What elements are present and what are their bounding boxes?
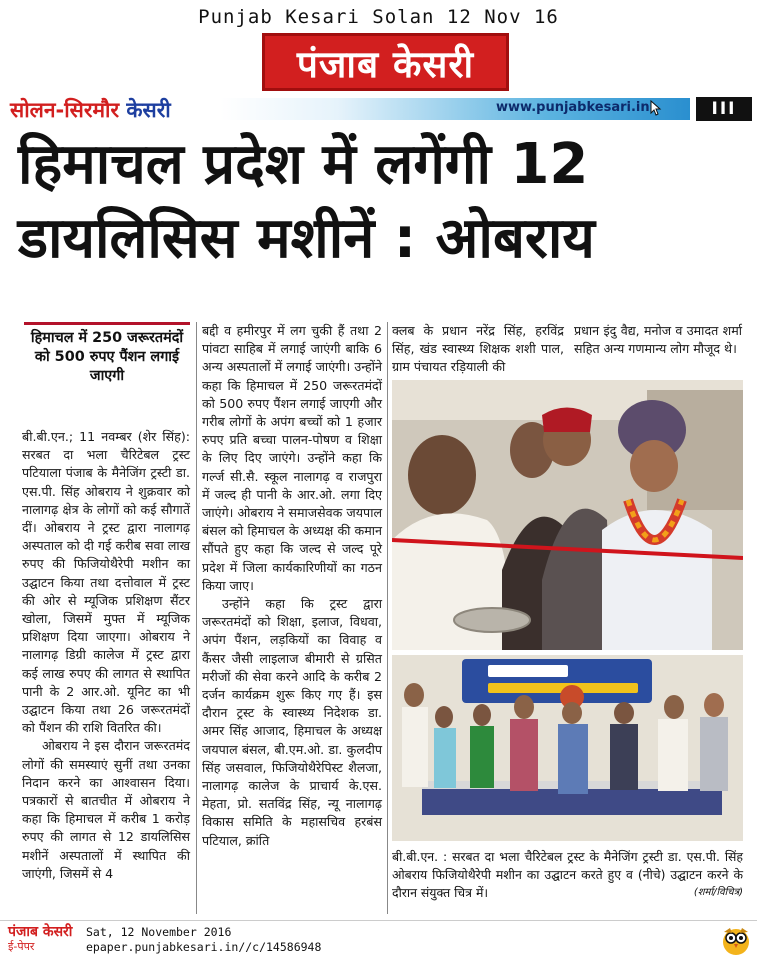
owl-icon [720, 924, 752, 956]
page-number: III [696, 97, 752, 121]
group-photo [392, 655, 743, 841]
photo-caption [392, 848, 743, 902]
headline-line-1: हिमाचल प्रदेश में लगेंगी 12 [18, 132, 589, 197]
article-column-3 [392, 322, 564, 377]
footer-logo[interactable] [8, 924, 80, 954]
photo-credit: (शर्मा/विचित्र) [693, 887, 743, 898]
article-paragraph: प्रधान इंदु वैद्य, मनोज व उमादत शर्मा सहित अन्य गणमान्य लोग मौजूद थे। [574, 323, 742, 357]
article-column-4 [574, 322, 742, 358]
footer-logo-subtitle: ई-पेपर [8, 940, 35, 953]
footer-url[interactable]: epaper.punjabkesari.in//c/14586948 [86, 940, 322, 954]
section-band [0, 96, 757, 126]
section-name-part1: सोलन-सिरमौर [10, 98, 127, 122]
footer-divider [0, 920, 757, 921]
newspaper-masthead [262, 33, 509, 91]
inauguration-photo-illustration [392, 380, 743, 650]
article-column-2 [202, 322, 382, 850]
website-link[interactable]: www.punjabkesari.in [496, 100, 650, 115]
inauguration-photo [392, 380, 743, 650]
masthead-title: पंजाब केसरी [296, 42, 475, 86]
photo-caption-text: बी.बी.एन. : सरबत दा भला चैरिटेबल ट्रस्ट के मैनेजिंग ट्रस्टी डा. एस.पी. सिंह ओबराय फिजियोथैरेपी मशीन का उद्घाटन करते हुए व (नीचे) उद्घाटन करने के दौरान संयुक्त चित्र में। [392, 849, 743, 900]
subheadline: हिमाचल में 250 जरूरतमंदों को 500 रुपए पैंशन लगाई जाएगी [24, 322, 190, 386]
headline-line-2: डायलिसिस मशीनें : ओबराय [18, 206, 595, 271]
article-paragraph: बद्दी व हमीरपुर में लग चुकी हैं तथा 2 पांवटा साहिब में लगाई जाएंगी बाकि 6 अन्य अस्पतालों में लगाई जाएंगी। उन्होंने कहा कि हिमाचल में 250 जरूरतमंदों को 500 रुपए पैंशन लगाई जाएगी और गरीब लोगों के अपंग बच्चों को 1 हजार रुपए प्रति बच्चा पालन-पोषण व शिक्षा के लिए दिए जाएंगे। उन्होंने कहा कि गर्ल्ज सी.सै. स्कूल नालागढ़ व राजपुरा में जल्द ही पानी के आर.ओ. लगा दिए जाएंगे। ओबराय ने समाजसेवक जयपाल बंसल को हिमाचल के अध्यक्ष की कमान सौंपते हुए कहा कि जल्द से जल्द पूरे प्रदेश में जिला कार्यकारिणीयों का गठन किया जाए। [202, 323, 382, 593]
article-paragraph: क्लब के प्रधान नरेंद्र सिंह, हरविंद्र सिंह, खंड स्वास्थ्य शिक्षक शशी पाल, ग्राम पंचायत रड़ियाली की [392, 323, 564, 375]
article-paragraph: ओबराय ने इस दौरान जरूरतमंद लोगों की समस्याएं सुनीं तथा उनका निदान करने का आश्वासन दिया। पत्रकारों से बातचीत में ओबराय ने कहा कि हिमाचल में करीब 1 करोड़ रुपए की लागत से 12 डायलिसिस मशीनें अस्पतालों में स्थापित की जाएंगी, जिसमें से 4 [22, 738, 190, 881]
column-divider [387, 322, 388, 914]
footer-info [86, 925, 321, 955]
group-photo-illustration [392, 655, 743, 841]
cursor-icon [650, 100, 662, 116]
footer-date: Sat, 12 November 2016 [86, 925, 232, 939]
footer-logo-title: पंजाब केसरी [8, 924, 73, 940]
section-name-part2: केसरी [126, 98, 171, 122]
article-paragraph: बी.बी.एन.; 11 नवम्बर (शेर सिंह): सरबत दा भला चैरिटेबल ट्रस्ट पटियाला पंजाब के मैनेजिंग ट्रस्टी डा. एस.पी. सिंह ओबराय ने शुक्रवार को नालागढ़ क्षेत्र के लोगों को कई सौगातें दीं। ओबराय ने ट्रस्ट द्वारा नालागढ़ अस्पताल को दी गई करीब सवा लाख रुपए की फिजियोथैरेपी मशीन का उद्घाटन किया तथा दत्तोवाल में ट्रस्ट की ओर से म्यूजिक प्रशिक्षण सैंटर खोला, जिसमें मुफ्त में म्यूजिक प्रशिक्षण दिया जाएगा। ओबराय ने नालागढ़ डिग्री कालेज में ट्रस्ट द्वारा कई लाख रुपए की लागत से स्थापित पानी के 2 आर.ओ. यूनिट का भी उद्घाटन किया तथा 26 जरूरतमंदों को पैंशन की राशि वितरित की। [22, 429, 190, 736]
section-name [10, 96, 171, 124]
photo-area [392, 380, 743, 842]
column-divider [196, 322, 197, 914]
headline [18, 128, 743, 276]
clipping-caption: Punjab Kesari Solan 12 Nov 16 [198, 6, 559, 28]
article-column-1 [22, 428, 190, 883]
article-paragraph: उन्होंने कहा कि ट्रस्ट द्वारा जरूरतमंदों को शिक्षा, इलाज, विधवा, अपंग पैंशन, लड़कियों का विवाह व कैंसर जैसी लाइलाज बीमारी से ग्रसित मरीजों की सेवा करने आदि के करीब 2 दर्जन कार्यक्रम शुरू किए गए हैं। इस दौरान ट्रस्ट के स्वास्थ्य निदेशक डा. अमर सिंह आजाद, हिमाचल के अध्यक्ष जयपाल बंसल, बी.एम.ओ. डा. कुलदीप सिंह जसवाल, फिजियोथैरेपिस्ट शैलजा, नालागढ़ कालेज के प्राचार्य के.एस. मेहता, प्रो. सतविंद्र सिंह, न्यू नालागढ़ विकास समिति के महासचिव हरबंस पटियाल, क्रांति [202, 596, 382, 848]
